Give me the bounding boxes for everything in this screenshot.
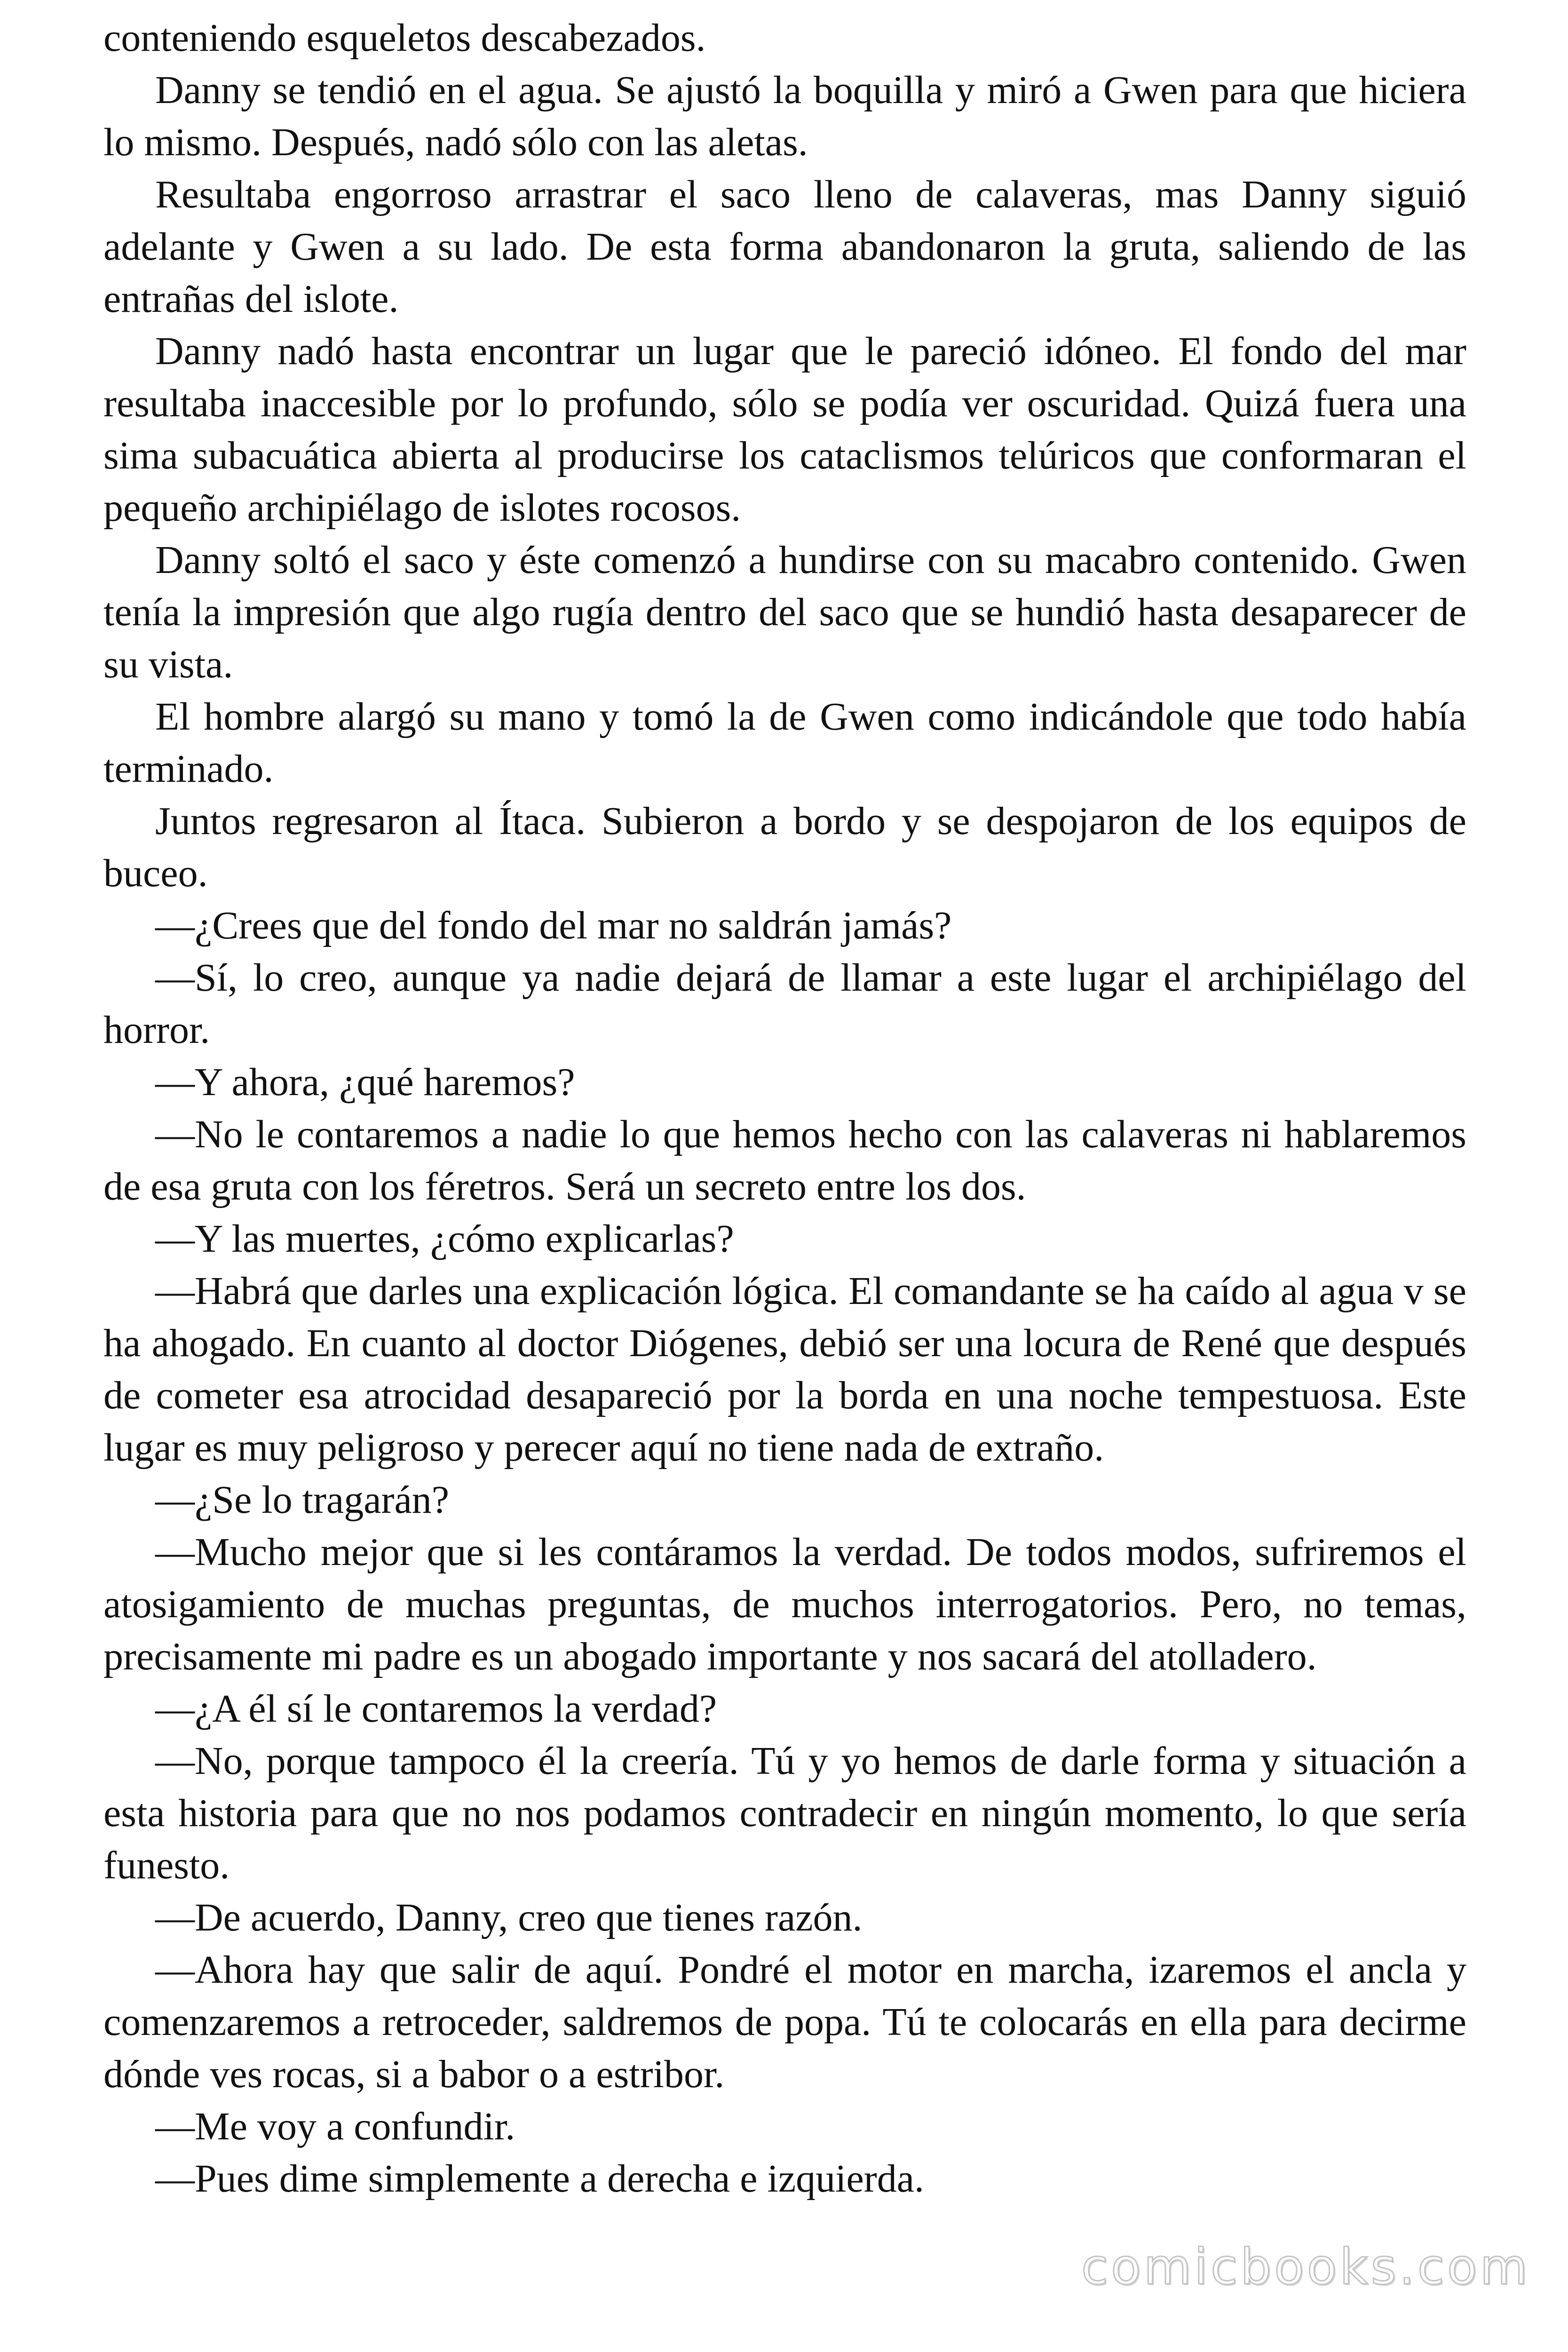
dialogue-line: —De acuerdo, Danny, creo que tienes razón.	[155, 1896, 863, 1939]
dialogue-line: —Y las muertes, ¿cómo explicarlas?	[155, 1217, 734, 1261]
dialogue-line: —¿Se lo tragarán?	[155, 1478, 450, 1522]
dialogue-line: —Ahora hay que salir de aquí. Pondré el motor en marcha, izaremos el ancla y comenzaremos a retroceder, saldremos de popa. Tú te colocarás en ella para decirme dónde ves rocas, si a babor o a estribor.	[103, 1948, 1466, 2096]
dialogue-line: —No, porque tampoco él la creería. Tú y yo hemos de darle forma y situación a esta historia para que no nos podamos contradecir en ningún momento, lo que sería funesto.	[103, 1739, 1466, 1887]
dialogue-line: —Y ahora, ¿qué haremos?	[155, 1060, 575, 1104]
watermark-logo: comicbooks.com	[1081, 2238, 1530, 2296]
paragraph: El hombre alargó su mano y tomó la de Gwen como indicándole que todo había terminado.	[103, 695, 1466, 791]
page-body-text	[103, 12, 1466, 2205]
dialogue-line: —Me voy a confundir.	[155, 2105, 515, 2148]
paragraph: Danny soltó el saco y éste comenzó a hundirse con su macabro contenido. Gwen tenía la impresión que algo rugía dentro del saco que se hundió hasta desaparecer de su vista.	[103, 538, 1466, 686]
paragraph: Resultaba engorroso arrastrar el saco lleno de calaveras, mas Danny siguió adelante y Gwen a su lado. De esta forma abandonaron la gruta, saliendo de las entrañas del islote.	[103, 173, 1466, 321]
dialogue-line: —Pues dime simplemente a derecha e izquierda.	[155, 2157, 925, 2201]
paragraph: Juntos regresaron al Ítaca. Subieron a bordo y se despojaron de los equipos de buceo.	[103, 799, 1466, 895]
paragraph: conteniendo esqueletos descabezados.	[103, 16, 706, 60]
paragraph: Danny se tendió en el agua. Se ajustó la boquilla y miró a Gwen para que hiciera lo mismo. Después, nadó sólo con las aletas.	[103, 68, 1466, 164]
dialogue-line: —Habrá que darles una explicación lógica. El comandante se ha caído al agua v se ha ahogado. En cuanto al doctor Diógenes, debió ser una locura de René que después de cometer esa atrocidad desapareció por la borda en una noche tempestuosa. Este lugar es muy peligroso y perecer aquí no tiene nada de extraño.	[103, 1269, 1466, 1470]
dialogue-line: —Sí, lo creo, aunque ya nadie dejará de llamar a este lugar el archipiélago del horror.	[103, 956, 1466, 1052]
paragraph: Danny nadó hasta encontrar un lugar que le pareció idóneo. El fondo del mar resultaba inaccesible por lo profundo, sólo se podía ver oscuridad. Quizá fuera una sima subacuática abierta al producirse los cataclismos telúricos que conformaran el pequeño archipiélago de islotes rocosos.	[103, 329, 1466, 530]
dialogue-line: —¿Crees que del fondo del mar no saldrán jamás?	[155, 904, 952, 947]
dialogue-line: —Mucho mejor que si les contáramos la verdad. De todos modos, sufriremos el atosigamiento de muchas preguntas, de muchos interrogatorios. Pero, no temas, precisamente mi padre es un abogado importante y nos sacará del atolladero.	[103, 1530, 1466, 1678]
dialogue-line: —No le contaremos a nadie lo que hemos hecho con las calaveras ni hablaremos de esa gruta con los féretros. Será un secreto entre los dos.	[103, 1112, 1466, 1208]
dialogue-line: —¿A él sí le contaremos la verdad?	[155, 1687, 717, 1731]
